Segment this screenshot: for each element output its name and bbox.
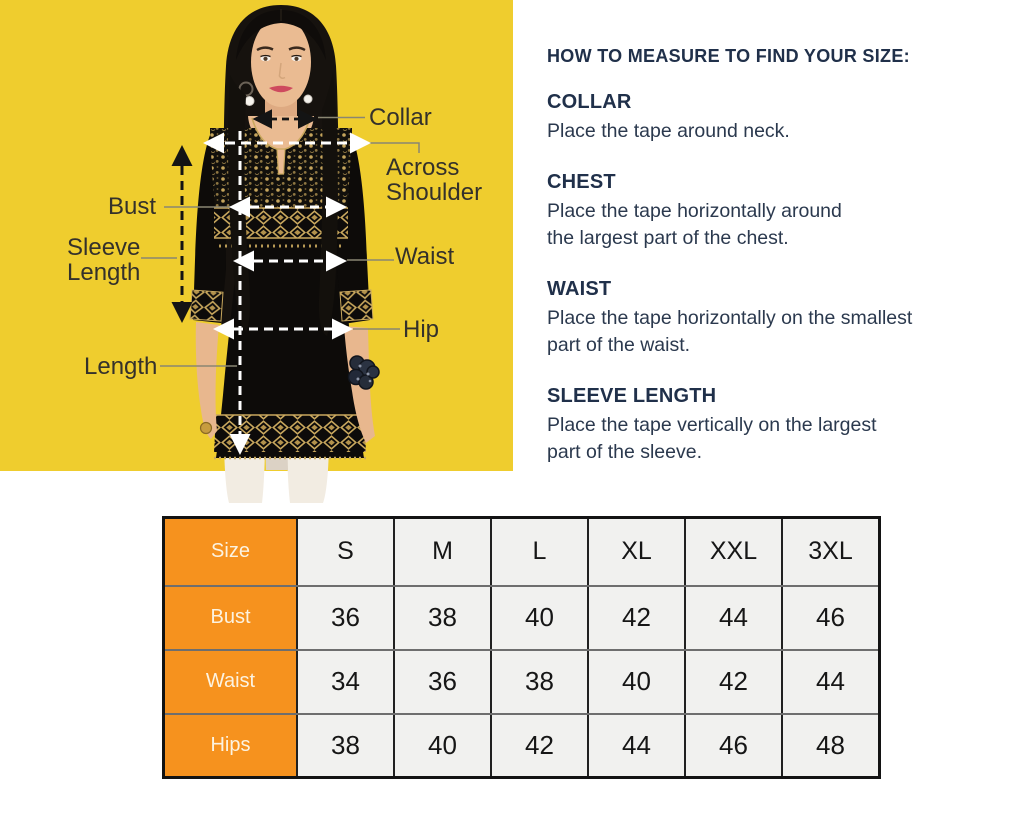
size-cell: S bbox=[297, 518, 394, 586]
waist-value-cell: 38 bbox=[491, 650, 588, 714]
row-header-size: Size bbox=[164, 518, 298, 586]
section-sleeve-length-text-line1: Place the tape vertically on the largest bbox=[547, 413, 877, 436]
collar-label: Collar bbox=[369, 104, 432, 131]
row-header-bust: Bust bbox=[164, 586, 298, 650]
size-cell: L bbox=[491, 518, 588, 586]
size-cell: 3XL bbox=[782, 518, 880, 586]
section-sleeve-length-text-line2: part of the sleeve. bbox=[547, 441, 703, 463]
bust-value-cell: 40 bbox=[491, 586, 588, 650]
section-collar-text: Place the tape around neck. bbox=[547, 120, 790, 142]
section-chest-text-line2: the largest part of the chest. bbox=[547, 227, 789, 249]
across-shoulder-label bbox=[386, 155, 482, 205]
bust-value-cell: 38 bbox=[394, 586, 491, 650]
table-row-waist bbox=[164, 650, 880, 714]
section-chest-text-line1: Place the tape horizontally around bbox=[547, 199, 842, 222]
waist-value-cell: 34 bbox=[297, 650, 394, 714]
hips-value-cell: 48 bbox=[782, 714, 880, 778]
size-cell: XXL bbox=[685, 518, 782, 586]
table-row-hips bbox=[164, 714, 880, 778]
section-waist-heading: WAIST bbox=[547, 277, 612, 300]
section-chest bbox=[547, 171, 997, 253]
section-sleeve-length bbox=[547, 385, 997, 467]
bust-value-cell: 42 bbox=[588, 586, 685, 650]
section-collar bbox=[547, 91, 997, 146]
size-chart-table bbox=[162, 516, 881, 779]
how-to-measure-panel bbox=[547, 46, 997, 492]
hips-value-cell: 42 bbox=[491, 714, 588, 778]
bust-label: Bust bbox=[107, 193, 156, 220]
across-shoulder-label-line2: Shoulder bbox=[386, 179, 483, 206]
waist-value-cell: 44 bbox=[782, 650, 880, 714]
bust-value-cell: 36 bbox=[297, 586, 394, 650]
how-to-title: HOW TO MEASURE TO FIND YOUR SIZE: bbox=[547, 46, 910, 66]
waist-value-cell: 36 bbox=[394, 650, 491, 714]
waist-value-cell: 40 bbox=[588, 650, 685, 714]
row-header-waist: Waist bbox=[164, 650, 298, 714]
size-chart bbox=[162, 516, 881, 779]
size-cell: XL bbox=[588, 518, 685, 586]
hips-value-cell: 38 bbox=[297, 714, 394, 778]
measurement-diagram-panel bbox=[0, 0, 513, 512]
sleeve-length-label bbox=[67, 235, 140, 285]
waist-value-cell: 42 bbox=[685, 650, 782, 714]
section-waist bbox=[547, 278, 997, 360]
length-label: Length bbox=[84, 353, 158, 380]
sleeve-length-label-line1: Sleeve bbox=[67, 234, 141, 261]
hip-label: Hip bbox=[403, 316, 440, 343]
hips-value-cell: 46 bbox=[685, 714, 782, 778]
row-header-hips: Hips bbox=[164, 714, 298, 778]
size-cell: M bbox=[394, 518, 491, 586]
hips-value-cell: 44 bbox=[588, 714, 685, 778]
section-waist-text-line1: Place the tape horizontally on the smallest bbox=[547, 306, 913, 329]
table-row-bust bbox=[164, 586, 880, 650]
section-waist-text-line2: part of the waist. bbox=[547, 334, 691, 356]
bust-value-cell: 46 bbox=[782, 586, 880, 650]
table-row-size bbox=[164, 518, 880, 586]
waist-label: Waist bbox=[395, 243, 455, 270]
hips-value-cell: 40 bbox=[394, 714, 491, 778]
sleeve-length-label-line2: Length bbox=[67, 259, 141, 286]
section-chest-heading: CHEST bbox=[547, 170, 616, 193]
section-sleeve-length-heading: SLEEVE LENGTH bbox=[547, 384, 717, 407]
section-collar-heading: COLLAR bbox=[547, 91, 632, 113]
bust-value-cell: 44 bbox=[685, 586, 782, 650]
across-shoulder-label-line1: Across bbox=[386, 154, 460, 181]
